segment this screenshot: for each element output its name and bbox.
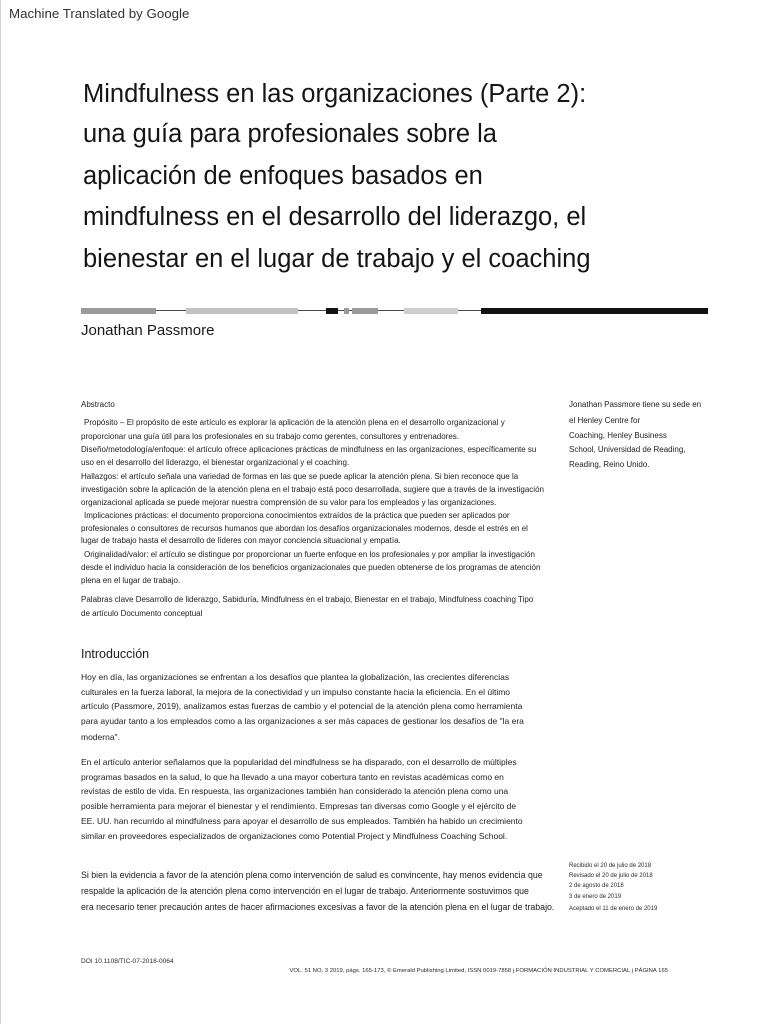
title-line: bienestar en el lugar de trabajo y el coaching <box>83 245 591 273</box>
section-heading: Introducción <box>81 646 150 661</box>
abstract-line: Propósito – El propósito de este artículo es explorar la aplicación de la atención plena en el desarrollo organizacional y <box>84 418 505 427</box>
abstract-line: lugar de trabajo hasta el desarrollo de líderes con mayor conciencia situacional y empatía. <box>81 536 401 545</box>
abstract-line: plena en el lugar de trabajo. <box>81 576 181 585</box>
history-line: 2 de agosto de 2018 <box>569 883 624 889</box>
history-line: 3 de enero de 2019 <box>569 894 622 900</box>
keywords-line: Palabras clave Desarrollo de liderazgo, Sabiduría, Mindfulness en el trabajo, Bienestar en el trabajo, Mindfulness coaching Tipo <box>81 595 534 604</box>
paragraph-line: Si bien la evidencia a favor de la atención plena como intervención de salud es convincente, hay menos evidencia que <box>81 870 543 881</box>
abstract-line: investigación sobre la aplicación de la atención plena en el trabajo está poco desarrollada, sugiere que a través de la investigación <box>81 485 544 494</box>
paragraph-line: Hoy en día, las organizaciones se enfrentan a los desafíos que plantea la globalización, las crecientes diferencias <box>81 671 510 682</box>
paragraph-line: EE. UU. han recurrido al mindfulness para apoyar el desarrollo de sus empleados. También ha habido un crecimiento <box>81 815 523 826</box>
abstract-heading: Abstracto <box>81 400 115 409</box>
abstract-line: profesionales o consultores de recursos humanos que abordan los desafíos organizacionales modernos, desde el estrés en el <box>81 524 528 533</box>
abstract-line: organizacional aplicada se puede mejorar nuestra comprensión de su valor para los empleados y las organizaciones. <box>81 498 497 507</box>
paragraph-line: similar en proveedores especializados de organizaciones como Potential Project y Mindfulness Coaching School. <box>81 830 508 841</box>
paragraph-line: culturales en la fuerza laboral, la mejora de la conectividad y un impulso constante hacia la eficiencia. En el último <box>81 686 511 697</box>
abstract-line: Diseño/metodología/enfoque: el artículo ofrece aplicaciones prácticas de mindfulness en las organizaciones, específicamente su <box>81 445 537 454</box>
abstract-line: proporcionar una guía útil para los profesionales en su trabajo como gerentes, consultores y entrenadores. <box>81 432 460 441</box>
paragraph-line: era necesario tener precaución antes de hacer afirmaciones excesivas a favor de la atención plena en el lugar de trabajo. <box>81 902 555 913</box>
paragraph-line: respalde la aplicación de la atención plena como intervención en el lugar de trabajo. Anteriormente sostuvimos que <box>81 886 529 897</box>
history-line: Revisado el 20 de julio de 2018 <box>569 873 653 879</box>
abstract-line: Originalidad/valor: el artículo se distingue por proporcionar un fuerte enfoque en los profesionales y por ampliar la investigación <box>84 550 535 559</box>
title-line: mindfulness en el desarrollo del liderazgo, el <box>83 203 587 231</box>
history-line: Aceptado el 11 de enero de 2019 <box>569 906 658 912</box>
paragraph-line: artículo (Passmore, 2019), analizamos estas fuerzas de cambio y el potencial de la atención plena como herramienta <box>81 700 523 711</box>
abstract-line: desde el individuo hacia la consideración de los beneficios organizacionales que pueden obtenerse de los programas de atención <box>81 563 541 572</box>
divider-block <box>352 308 378 314</box>
affiliation-line: Jonathan Passmore tiene su sede en <box>569 400 702 409</box>
divider-block <box>81 308 156 314</box>
paragraph-line: En el artículo anterior señalamos que la popularidad del mindfulness se ha disparado, con el desarrollo de múltiples <box>81 756 517 767</box>
paragraph-line: programas basados en la salud, lo que ha llevado a una mayor cobertura tanto en revistas académicas como en <box>81 771 504 782</box>
divider-block <box>344 308 349 314</box>
abstract-line: Implicaciones prácticas: el documento proporciona conocimientos extraídos de la práctica que pueden ser aplicados por <box>84 511 510 520</box>
author-name: Jonathan Passmore <box>81 322 215 339</box>
paragraph-line: moderna". <box>81 731 120 742</box>
machine-translation-banner: Machine Translated by Google <box>9 6 190 21</box>
paragraph-line: revistas de estilo de vida. En respuesta, las organizaciones también han considerado la atención plena como una <box>81 785 509 796</box>
paragraph-line: para ayudar tanto a los empleados como a las organizaciones a ser más capaces de gestionar los desafíos de "la era <box>81 715 524 726</box>
doi-footer: DOI 10.1108/TIC-07-2018-0064 <box>81 957 174 965</box>
citation-footer: VOL. 51 NO. 3 2019, págs. 165-173, © Emerald Publishing Limited, ISSN 0019-7858 j FORMACIÓN INDUSTRIAL Y COMERCIAL j PÁGINA 165 <box>289 968 668 974</box>
affiliation-line: Coaching, Henley Business <box>569 431 667 440</box>
history-line: Recibido el 20 de julio de 2018 <box>569 863 652 869</box>
title-line: una guía para profesionales sobre la <box>83 120 497 148</box>
title-line: Mindfulness en las organizaciones (Parte 2): <box>83 80 587 108</box>
title-line: aplicación de enfoques basados en <box>83 162 483 190</box>
paragraph-line: posible herramienta para mejorar el bienestar y el rendimiento. Empresas tan diversas como Google y el ejército de <box>81 800 517 811</box>
divider-block <box>481 308 708 314</box>
keywords-line: de artículo Documento conceptual <box>81 609 203 618</box>
affiliation-line: Reading, Reino Unido. <box>569 460 650 469</box>
affiliation-line: el Henley Centre for <box>569 416 641 425</box>
affiliation-line: School, Universidad de Reading, <box>569 445 686 454</box>
abstract-line: uso en el desarrollo del liderazgo, el bienestar organizacional y el coaching. <box>81 458 350 467</box>
divider-block <box>404 308 458 314</box>
abstract-line: Hallazgos: el artículo señala una variedad de formas en las que se puede aplicar la atención plena. Si bien reconoce que la <box>81 472 519 481</box>
divider-block <box>326 308 338 314</box>
divider-block <box>186 308 298 314</box>
